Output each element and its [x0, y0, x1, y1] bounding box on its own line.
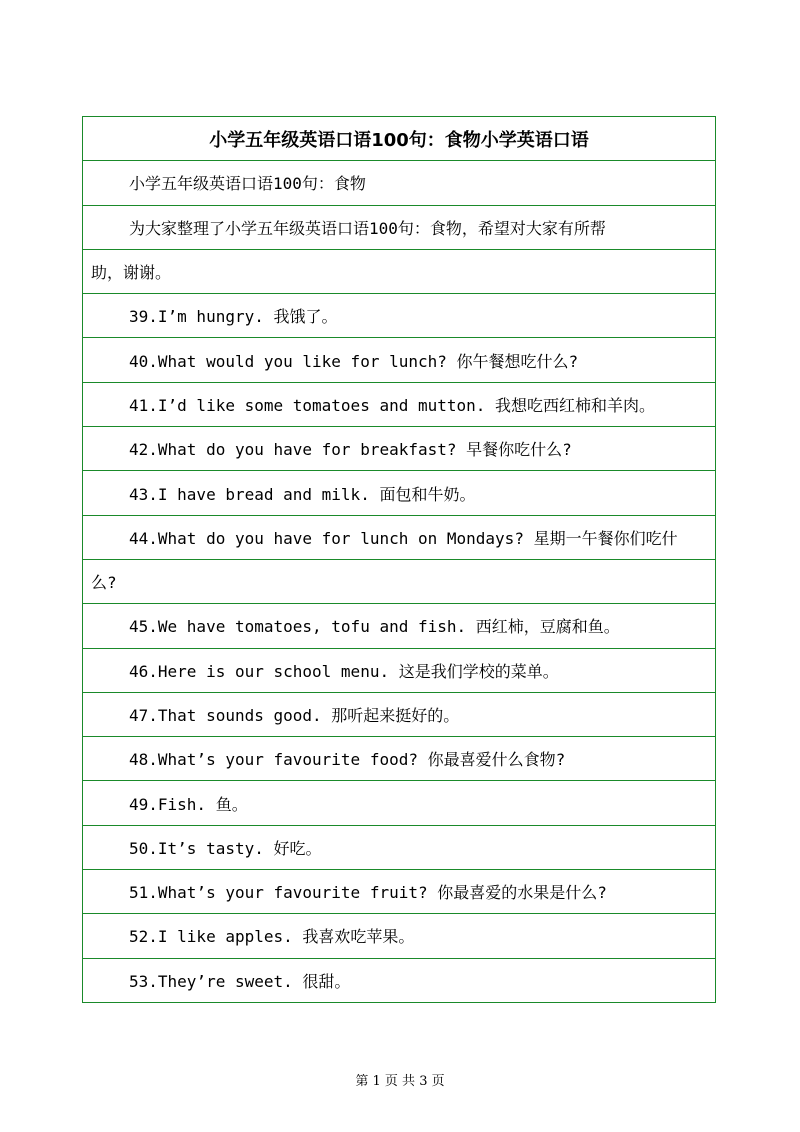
document-title: 小学五年级英语口语100句：食物小学英语口语	[83, 117, 715, 161]
document-subtitle: 小学五年级英语口语100句：食物	[83, 161, 715, 205]
sentence-row: 48.What’s your favourite food? 你最喜爱什么食物?	[83, 737, 715, 781]
sentence-row: 44.What do you have for lunch on Mondays? 星期一午餐你们吃什	[83, 516, 715, 560]
sentence-row-continuation: 么?	[83, 560, 715, 604]
sentence-row: 43.I have bread and milk. 面包和牛奶。	[83, 471, 715, 515]
sentence-row: 46.Here is our school menu. 这是我们学校的菜单。	[83, 649, 715, 693]
sentence-row: 51.What’s your favourite fruit? 你最喜爱的水果是什么?	[83, 870, 715, 914]
sentence-row: 45.We have tomatoes, tofu and fish. 西红柿，豆腐和鱼。	[83, 604, 715, 648]
sentence-row: 40.What would you like for lunch? 你午餐想吃什么?	[83, 338, 715, 382]
document-table	[82, 116, 716, 1003]
sentence-row: 49.Fish. 鱼。	[83, 781, 715, 825]
sentence-row: 41.I’d like some tomatoes and mutton. 我想吃西红柿和羊肉。	[83, 383, 715, 427]
intro-line-2: 助，谢谢。	[83, 250, 715, 294]
intro-line-1: 为大家整理了小学五年级英语口语100句：食物，希望对大家有所帮	[83, 206, 715, 250]
page-footer: 第 1 页 共 3 页	[355, 1074, 445, 1089]
sentence-row: 42.What do you have for breakfast? 早餐你吃什么?	[83, 427, 715, 471]
sentence-row: 52.I like apples. 我喜欢吃苹果。	[83, 914, 715, 958]
sentence-row: 50.It’s tasty. 好吃。	[83, 826, 715, 870]
sentence-row: 39.I’m hungry. 我饿了。	[83, 294, 715, 338]
sentence-row: 53.They’re sweet. 很甜。	[83, 959, 715, 1003]
sentence-row: 47.That sounds good. 那听起来挺好的。	[83, 693, 715, 737]
